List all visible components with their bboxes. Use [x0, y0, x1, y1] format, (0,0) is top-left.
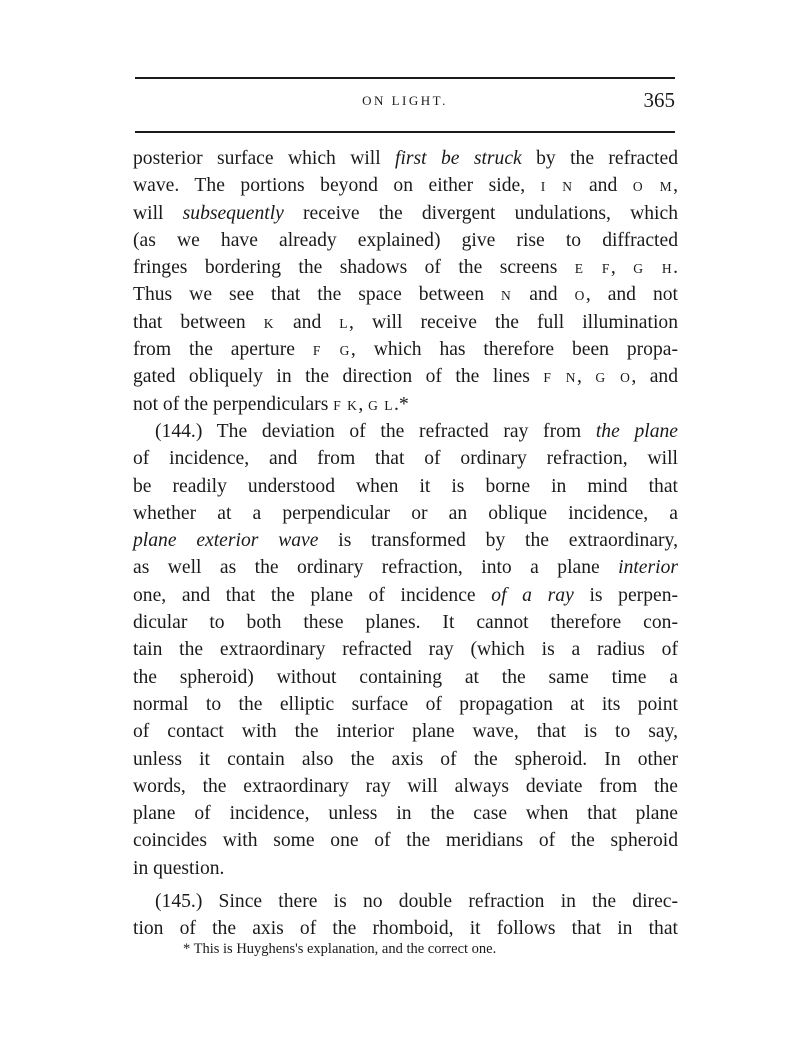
text-line: will subsequently receive the divergent undulations, which: [133, 202, 678, 224]
text-line: whether at a perpendicular or an oblique incidence, a: [133, 502, 678, 524]
text-line: plane exterior wave is transformed by the extraordinary,: [133, 530, 678, 552]
text-line: of incidence, and from that of ordinary refraction, will: [133, 448, 678, 470]
text-line: coincides with some one of the meridians of the spheroid: [133, 830, 678, 852]
text-line: tain the extraordinary refracted ray (which is a radius of: [133, 639, 678, 661]
text-line: one, and that the plane of incidence of a ray is perpen-: [133, 584, 679, 606]
text-line: in question.: [133, 857, 225, 879]
text-line: from the aperture F G, which has therefore been propa-: [133, 339, 678, 361]
text-line: tion of the axis of the rhomboid, it follows that in that: [133, 918, 678, 940]
text-line: plane of incidence, unless in the case when that plane: [133, 803, 678, 825]
body-text: [133, 145, 678, 943]
text-line: Thus we see that the space between N and O, and not: [133, 284, 679, 306]
text-line: (as we have already explained) give rise to diffracted: [133, 229, 678, 251]
text-line: (144.) The deviation of the refracted ray from the plane: [155, 420, 679, 442]
text-line: words, the extraordinary ray will always deviate from the: [133, 775, 678, 797]
header-rule-top: [135, 77, 675, 79]
text-line: posterior surface which will first be struck by the refracted: [133, 148, 678, 169]
text-line: that between K and L, will receive the full illumination: [133, 311, 678, 333]
footnote: * This is Huyghens's explanation, and the correct one.: [183, 941, 497, 957]
text-line: (145.) Since there is no double refraction in the direc-: [155, 891, 678, 913]
text-line: not of the perpendiculars F K, G L.*: [133, 393, 409, 415]
page-number: 365: [643, 88, 675, 112]
text-line: of contact with the interior plane wave, that is to say,: [133, 721, 678, 743]
running-title: ON LIGHT.: [362, 93, 448, 108]
running-head: [135, 88, 675, 118]
text-line: dicular to both these planes. It cannot therefore con-: [133, 612, 678, 634]
text-line: normal to the elliptic surface of propagation at its point: [133, 693, 678, 715]
text-line: unless it contain also the axis of the spheroid. In other: [133, 748, 678, 770]
header-rule-bottom: [135, 131, 675, 133]
text-line: fringes bordering the shadows of the screens E F, G H.: [133, 257, 679, 279]
text-line: gated obliquely in the direction of the lines F N, G O, and: [133, 366, 679, 388]
text-line: wave. The portions beyond on either side, I N and O M,: [133, 175, 679, 197]
text-line: be readily understood when it is borne in mind that: [133, 475, 678, 497]
text-line: as well as the ordinary refraction, into a plane interior: [133, 557, 678, 579]
text-line: the spheroid) without containing at the same time a: [133, 666, 678, 688]
